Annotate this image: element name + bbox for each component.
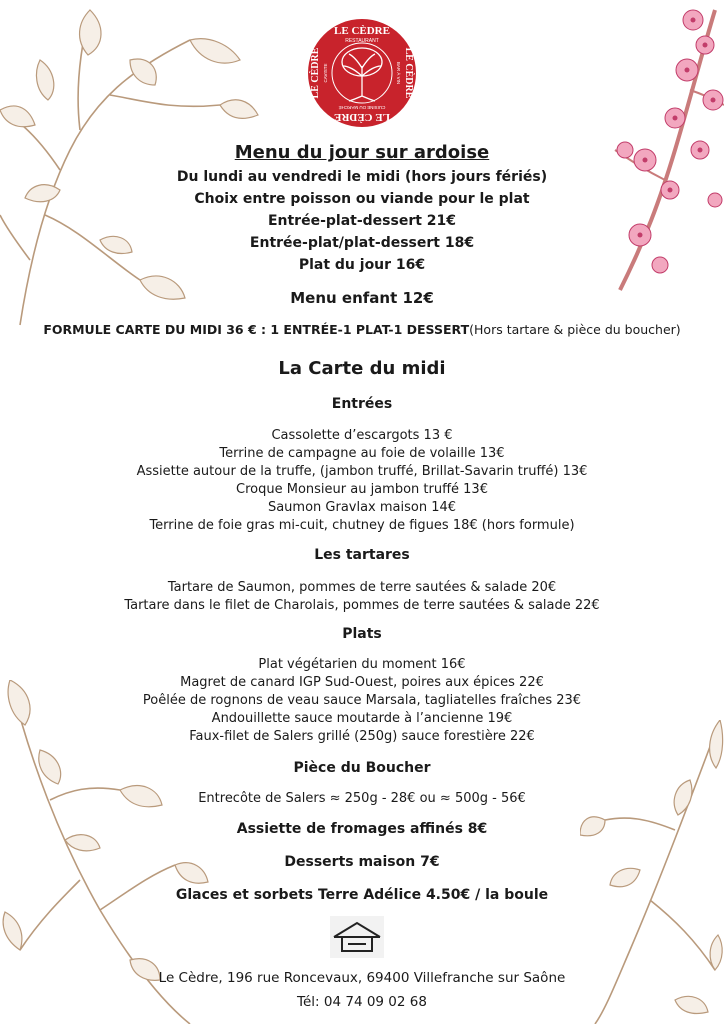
entrees-heading: Entrées — [331, 396, 393, 412]
footer-address: Le Cèdre, 196 rue Roncevaux, 69400 Villefranche sur Saône — [158, 970, 566, 986]
svg-text:LE CÈDRE: LE CÈDRE — [310, 47, 321, 99]
svg-text:LE CÈDRE: LE CÈDRE — [334, 25, 390, 37]
menu-item: Tartare dans le filet de Charolais, pommes de terre sautées & salade 22€ — [124, 598, 600, 613]
svg-text:LE CÈDRE: LE CÈDRE — [334, 111, 390, 123]
footer-phone[interactable]: Tél: 04 74 09 02 68 — [297, 994, 427, 1010]
menu-du-jour-line: Choix entre poisson ou viande pour le plat — [194, 191, 530, 207]
menu-du-jour-line: Entrée-plat-dessert 21€ — [267, 213, 457, 229]
formule-note: (Hors tartare & pièce du boucher) — [469, 322, 681, 337]
tartares-heading: Les tartares — [314, 547, 410, 563]
svg-text:RESTAURANT: RESTAURANT — [345, 38, 379, 44]
menu-item: Tartare de Saumon, pommes de terre sautées & salade 20€ — [167, 580, 557, 595]
glaces-line: Glaces et sorbets Terre Adélice 4.50€ / la boule — [175, 887, 549, 903]
menu-du-jour-line: Plat du jour 16€ — [298, 257, 426, 273]
menu-item: Andouillette sauce moutarde à l’ancienne 19€ — [211, 711, 513, 726]
menu-du-jour-title: Menu du jour sur ardoise — [234, 142, 490, 163]
branch-illustration-top-left — [0, 0, 260, 330]
menu-item: Faux-filet de Salers grillé (250g) sauce forestière 22€ — [189, 729, 535, 744]
menu-item: Cassolette d’escargots 13 € — [271, 428, 453, 443]
menu-item: Poêlée de rognons de veau sauce Marsala, tagliatelles fraîches 23€ — [142, 693, 582, 708]
menu-item: Saumon Gravlax maison 14€ — [267, 500, 457, 515]
menu-item: Entrecôte de Salers ≈ 250g - 28€ ou ≈ 500g - 56€ — [198, 791, 526, 806]
menu-enfant: Menu enfant 12€ — [290, 289, 434, 307]
plats-heading: Plats — [342, 626, 382, 642]
menu-item: Terrine de campagne au foie de volaille 13€ — [219, 446, 505, 461]
boucher-heading: Pièce du Boucher — [293, 760, 431, 776]
house-icon — [330, 916, 384, 958]
menu-item: Magret de canard IGP Sud-Ouest, poires aux épices 22€ — [180, 675, 544, 690]
menu-item: Terrine de foie gras mi-cuit, chutney de figues 18€ (hors formule) — [149, 518, 575, 533]
desserts-line: Desserts maison 7€ — [284, 854, 440, 870]
menu-du-jour-line: Entrée-plat/plat-dessert 18€ — [249, 235, 475, 251]
svg-text:CUISINE DU MARCHÉ: CUISINE DU MARCHÉ — [338, 105, 386, 110]
carte-title: La Carte du midi — [278, 358, 446, 379]
svg-text:BAR À VIN: BAR À VIN — [396, 61, 401, 85]
menu-item: Croque Monsieur au jambon truffé 13€ — [236, 482, 488, 497]
formule-carte — [0, 322, 724, 337]
fromages-line: Assiette de fromages affinés 8€ — [236, 821, 488, 837]
menu-item: Assiette autour de la truffe, (jambon truffé, Brillat-Savarin truffé) 13€ — [136, 464, 588, 479]
svg-text:CAVISTE: CAVISTE — [323, 63, 328, 83]
svg-text:LE CÈDRE: LE CÈDRE — [403, 47, 414, 99]
menu-du-jour-line: Du lundi au vendredi le midi (hors jours fériés) — [176, 169, 548, 185]
restaurant-logo — [307, 18, 417, 128]
menu-item: Plat végétarien du moment 16€ — [258, 657, 466, 672]
formule-label: FORMULE CARTE DU MIDI 36 € : 1 ENTRÉE-1 PLAT-1 DESSERT — [43, 322, 470, 337]
